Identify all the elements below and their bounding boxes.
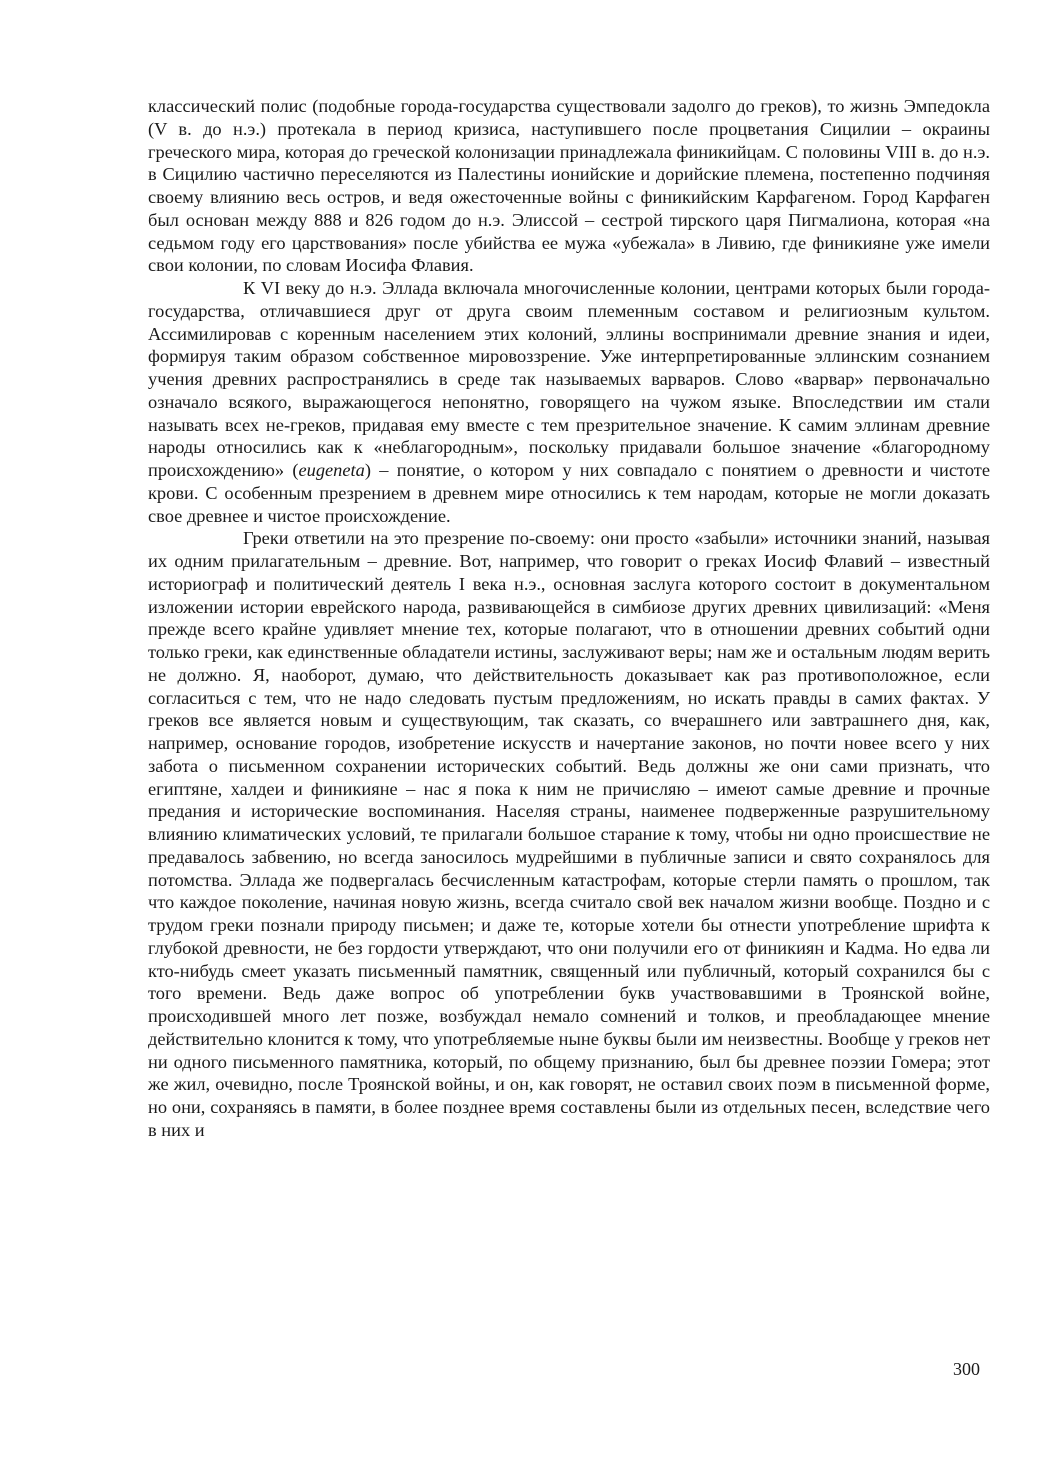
paragraph-2-text-a: К VI веку до н.э. Эллада включала многочисленные колонии, центрами которых были города-государства, отличавшиеся друг от друга своим племенным составом и религиозным культом. Ассимилировав с коренным населением этих колоний, эллины воспринимали древние знания и идеи, формируя таким образом собственное мировоззрение. Уже интерпретированные эллинским сознанием учения древних распространялись в среде так называемых варваров. Слово «варвар» первоначально означало всякого, выражающегося непонятно, говорящего на чужом языке. Впоследствии им стали называть всех не-греков, придавая ему вместе с тем презрительное значение. К самим эллинам древние народы относились как к «неблагородным», поскольку придавали большое значение «благородному происхождению» ( bbox=[148, 278, 990, 480]
paragraph-3 bbox=[148, 527, 990, 1141]
paragraph-2-text-b: ) – понятие, о котором у них совпадало с понятием о древности и чистоте крови. С особенным презрением в древнем мире относились к тем народам, которые не могли доказать свое древнее и чистое происхождение. bbox=[148, 460, 990, 526]
page-body bbox=[148, 95, 990, 1142]
paragraph-2 bbox=[148, 277, 990, 527]
page-number: 300 bbox=[953, 1359, 980, 1379]
paragraph-1-text: классический полис (подобные города-государства существовали задолго до греков), то жизнь Эмпедокла (V в. до н.э.) протекала в период кризиса, наступившего после процветания Сицилии – окраины греческого мира, которая до греческой колонизации принадлежала финикийцам. С половины VIII в. до н.э. в Сицилию частично переселяются из Палестины ионийские и дорийские племена, постепенно подчиняя своему влиянию весь остров, и ведя ожесточенные войны с финикийским Карфагеном. Город Карфаген был основан между 888 и 826 годом до н.э. Элиссой – сестрой тирского царя Пигмалиона, которая «на седьмом году его царствования» после убийства ее мужа «убежала» в Ливию, где финикияне уже имели свои колонии, по словам Иосифа Флавия. bbox=[148, 96, 990, 276]
paragraph-3-text: Греки ответили на это презрение по-своему: они просто «забыли» источники знаний, называя их одним прилагательным – древние. Вот, например, что говорит о греках Иосиф Флавий – известный историограф и политический деятель I века н.э., основная заслуга которого состоит в документальном изложении истории еврейского народа, развивающейся в симбиозе других древних цивилизаций: «Меня прежде всего крайне удивляет мнение тех, которые полагают, что в отношении древних событий одни только греки, как единственные обладатели истины, заслуживают веры; нам же и остальным людям верить не должно. Я, наоборот, думаю, что действительность доказывает как раз противоположное, если согласиться с тем, что не надо следовать пустым предложениям, но искать правды в самих фактах. У греков все является новым и существующим, так сказать, со вчерашнего или завтрашнего дня, как, например, основание городов, изобретение искусств и начертание законов, но почти новее всего у них забота о письменном сохранении исторических событий. Ведь должны же они сами признать, что египтяне, халдеи и финикияне – нас я пока к ним не причисляю – имеют самые древние и прочные предания и исторические воспоминания. Населяя страны, наименее подверженные разрушительному влиянию климатических условий, те прилагали большое старание к тому, чтобы ни одно происшествие не предавалось забвению, но всегда заносилось мудрейшими в публичные записи и свято сохранялось для потомства. Эллада же подвергалась бесчисленным катастрофам, которые стерли память о прошлом, так что каждое поколение, начиная новую жизнь, всегда считало свой век началом жизни вообще. Поздно и с трудом греки познали природу письмен; и даже те, которые хотели бы отнести употребление шрифта к глубокой древности, не без гордости утверждают, что они получили его от финикиян и Кадма. Но едва ли кто-нибудь смеет указать письменный памятник, священный или публичный, который сохранился бы с того времени. Ведь даже вопрос об употреблении букв участвовавшими в Троянской войне, происходившей много лет позже, возбуждал немало сомнений и толков, и преобладающее мнение действительно клонится к тому, что употребляемые ныне буквы были им неизвестны. Вообще у греков нет ни одного письменного памятника, который, по общему признанию, был бы древнее поэзии Гомера; этот же жил, очевидно, после Троянской войны, и он, как говорят, не оставил своих поэм в письменной форме, но они, сохраняясь в памяти, в более позднее время составлены были из отдельных песен, вследствие чего в них и bbox=[148, 528, 990, 1140]
paragraph-2-italic-term: eugeneta bbox=[298, 460, 365, 480]
paragraph-1 bbox=[148, 95, 990, 277]
